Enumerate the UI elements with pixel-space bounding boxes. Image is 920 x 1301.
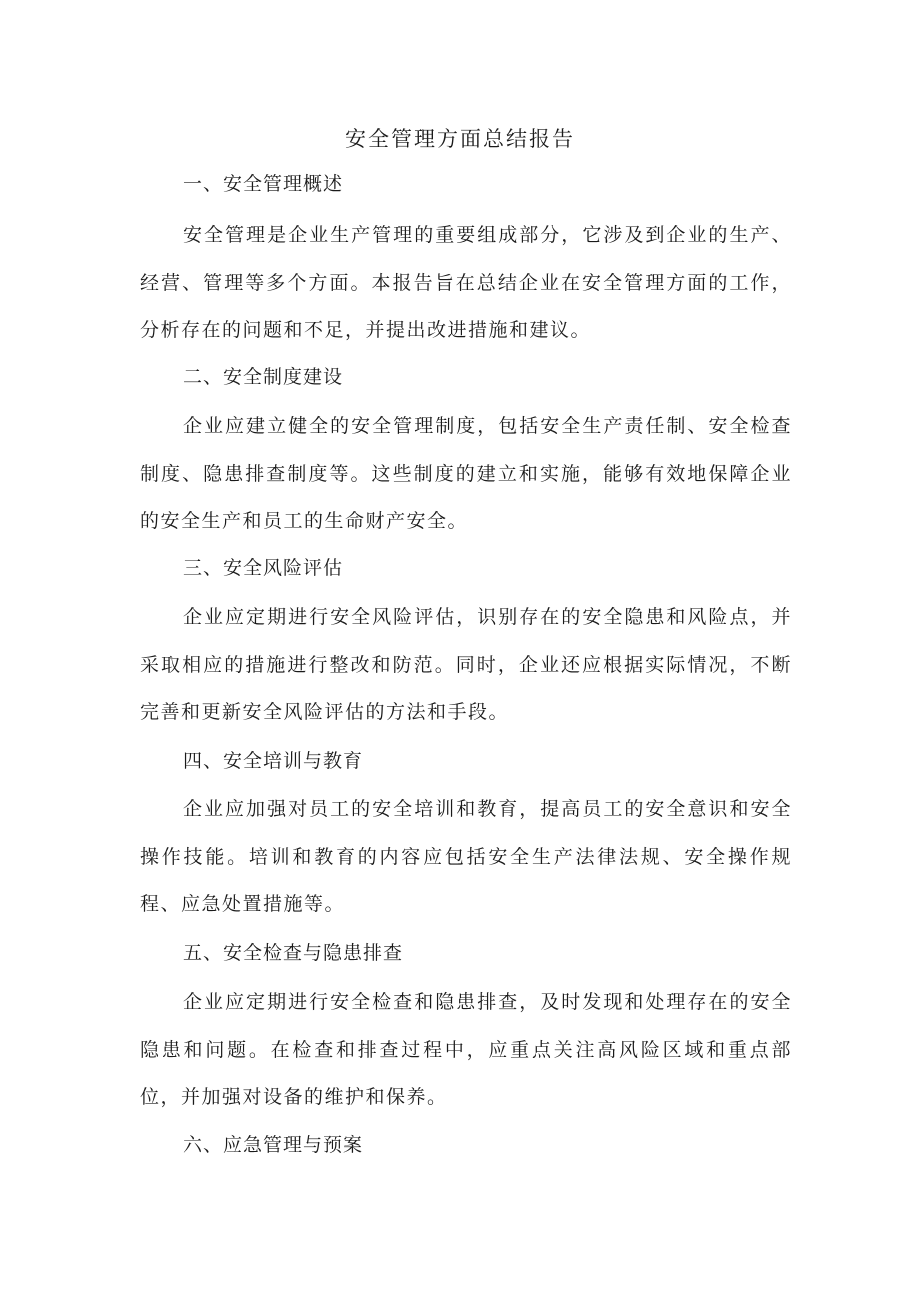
section-heading-5: 五、安全检查与隐患排查 [183, 942, 404, 964]
section-heading-3: 三、安全风险评估 [183, 557, 344, 579]
section-body-5: 企业应定期进行安全检查和隐患排查，及时发现和处理存在的安全隐患和问题。在检查和排查过程中，应重点关注高风险区域和重点部位，并加强对设备的维护和保养。 [140, 991, 792, 1108]
section-heading-4: 四、安全培训与教育 [183, 750, 364, 772]
section-heading-1: 一、安全管理概述 [183, 173, 344, 195]
section-heading-6: 六、应急管理与预案 [183, 1134, 364, 1156]
section-heading-2: 二、安全制度建设 [183, 366, 344, 388]
document-title: 安全管理方面总结报告 [345, 127, 575, 151]
section-body-3: 企业应定期进行安全风险评估，识别存在的安全隐患和风险点，并采取相应的措施进行整改和防范。同时，企业还应根据实际情况，不断完善和更新安全风险评估的方法和手段。 [140, 606, 792, 723]
section-body-4: 企业应加强对员工的安全培训和教育，提高员工的安全意识和安全操作技能。培训和教育的内容应包括安全生产法律法规、安全操作规程、应急处置措施等。 [140, 798, 792, 915]
section-body-1: 安全管理是企业生产管理的重要组成部分，它涉及到企业的生产、经营、管理等多个方面。本报告旨在总结企业在安全管理方面的工作，分析存在的问题和不足，并提出改进措施和建议。 [140, 224, 792, 341]
section-body-2: 企业应建立健全的安全管理制度，包括安全生产责任制、安全检查制度、隐患排查制度等。这些制度的建立和实施，能够有效地保障企业的安全生产和员工的生命财产安全。 [140, 415, 792, 532]
